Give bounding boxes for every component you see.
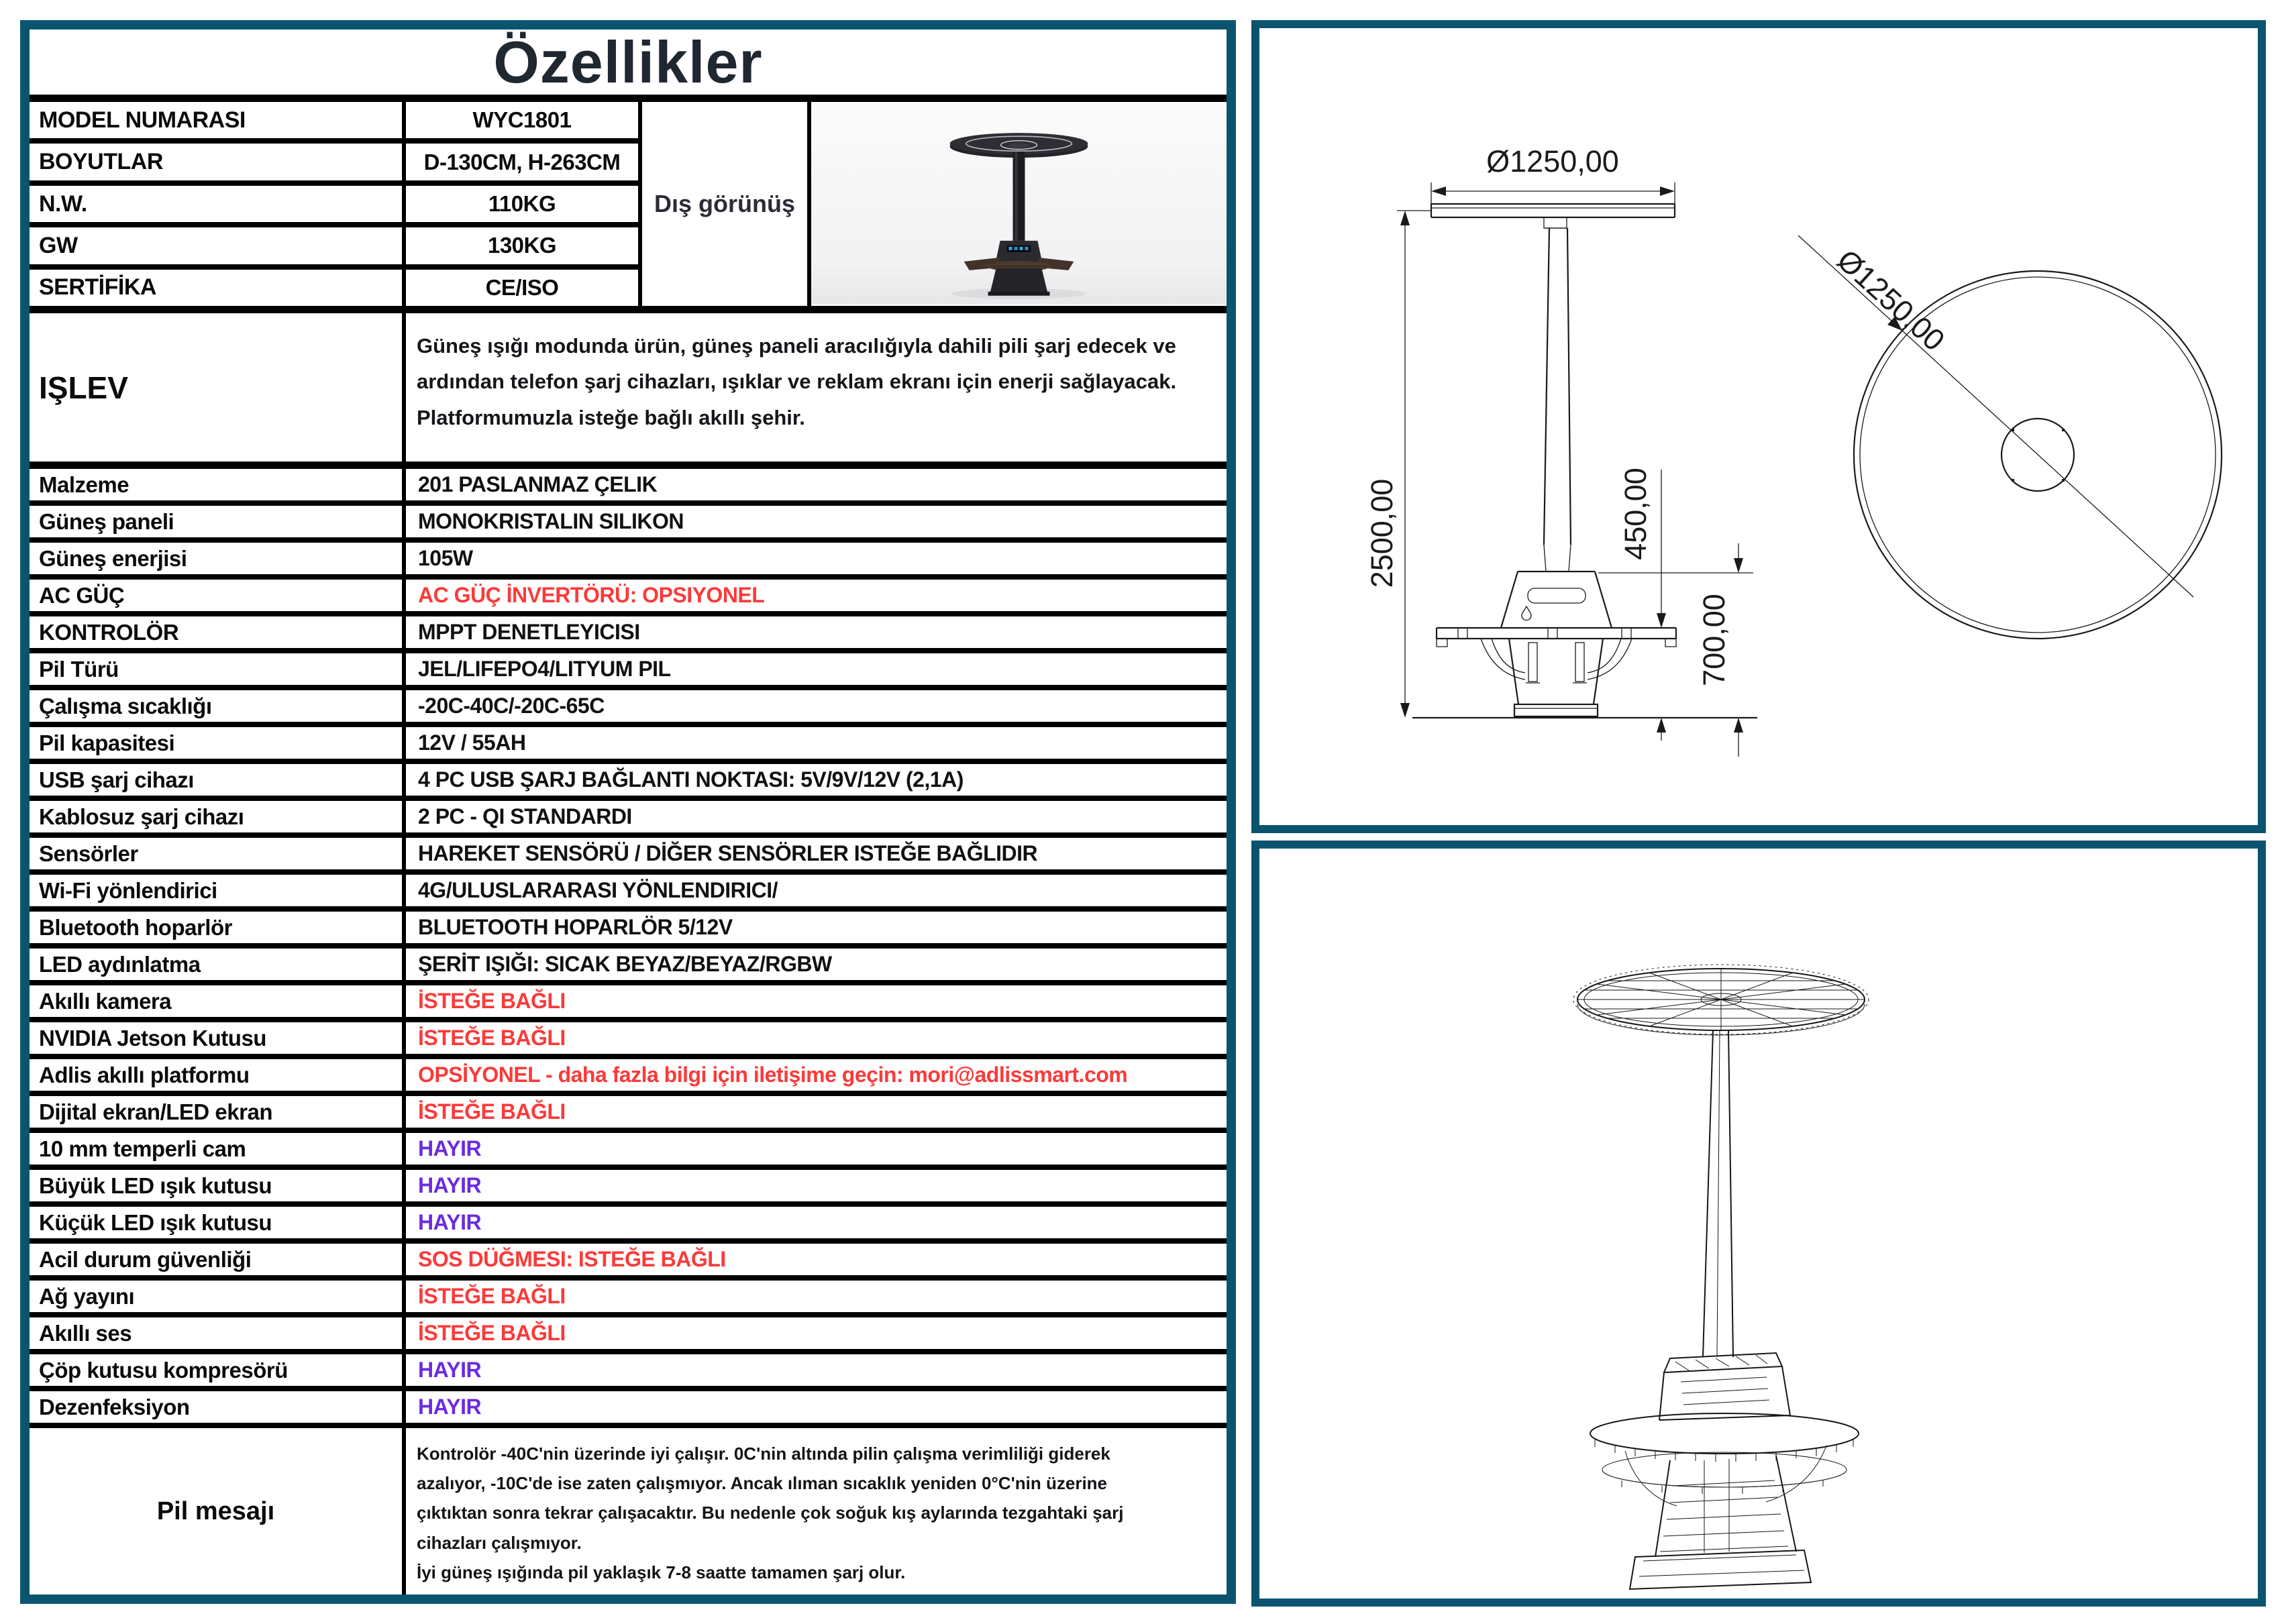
spec-value: İSTEĞE BAĞLI — [418, 989, 566, 1013]
spec-label: Dezenfeksiyon — [30, 1391, 406, 1423]
table-row — [30, 227, 638, 269]
spec-value: 4G/ULUSLARARASI YÖNLENDIRICI/ — [418, 878, 778, 902]
spec-value: HAYIR — [418, 1210, 482, 1234]
row-value: D-130CM, H-263CM — [423, 149, 621, 174]
dim-plate-diameter: Ø1250,00 — [1486, 144, 1619, 178]
spec-value: SOS DÜĞMESI: ISTEĞE BAĞLI — [418, 1247, 726, 1271]
spec-row — [30, 764, 1227, 801]
header-block — [30, 102, 1227, 313]
spec-label: Güneş enerjisi — [30, 543, 406, 574]
spec-value: 4 PC USB ŞARJ BAĞLANTI NOKTASI: 5V/9V/12V (2,1A) — [418, 767, 964, 792]
battery-message-row — [30, 1428, 1227, 1594]
spec-row — [30, 469, 1227, 506]
spec-value: AC GÜÇ İNVERTÖRÜ: OPSIYONEL — [418, 583, 765, 607]
row-value: WYC1801 — [472, 107, 572, 133]
header-rows — [30, 102, 638, 306]
function-row — [30, 313, 1227, 469]
function-text: Güneş ışığı modunda ürün, güneş paneli aracılığıyla dahili pili şarj edecek ve ardından telefon şarj cihazları, ışıklar ve reklam ekranı için enerji sağlayacak. Platformumuzla isteğe bağlı akıllı şehir. — [417, 334, 1177, 429]
table-row — [30, 102, 638, 144]
spec-label: Acil durum güvenliği — [30, 1244, 406, 1275]
spec-value: İSTEĞE BAĞLI — [418, 1026, 566, 1050]
spec-row — [30, 616, 1227, 653]
spec-label: Dijital ekran/LED ekran — [30, 1096, 406, 1128]
dim-top-view-diameter: Ø1250,00 — [1830, 242, 1952, 358]
spec-row — [30, 985, 1227, 1022]
spec-row — [30, 1391, 1227, 1428]
spec-row — [30, 1317, 1227, 1354]
table-row — [30, 144, 638, 185]
spec-value: HAYIR — [418, 1136, 482, 1160]
table-row — [30, 186, 638, 227]
dim-total-height: 2500,00 — [1365, 478, 1399, 588]
spec-value: 105W — [418, 546, 473, 570]
spec-label: Sensörler — [30, 838, 406, 869]
spec-label: Kablosuz şarj cihazı — [30, 801, 406, 832]
base-skirt — [990, 268, 1048, 293]
row-value: 130KG — [487, 233, 557, 258]
spec-row — [30, 1244, 1227, 1281]
spec-label: KONTROLÖR — [30, 616, 406, 648]
spec-value: 2 PC - QI STANDARDI — [418, 804, 632, 828]
battery-message-text — [406, 1428, 1227, 1594]
spec-value: ŞERİT IŞIĞI: SICAK BEYAZ/BEYAZ/RGBW — [418, 952, 832, 976]
row-value: CE/ISO — [485, 274, 559, 300]
dim-table-height: 450,00 — [1618, 468, 1653, 560]
spec-label: USB şarj cihazı — [30, 764, 406, 796]
spec-value: HAYIR — [418, 1173, 482, 1197]
spec-row — [30, 1170, 1227, 1207]
row-label: BOYUTLAR — [30, 144, 406, 180]
spec-value: 12V / 55AH — [418, 730, 526, 755]
spec-value: -20C-40C/-20C-65C — [418, 694, 605, 718]
spec-label: 10 mm temperli cam — [30, 1133, 406, 1165]
page-title: Özellikler — [30, 30, 1227, 102]
product-photo-image — [811, 102, 1227, 306]
spec-label: Güneş paneli — [30, 506, 406, 537]
spec-label: Ağ yayını — [30, 1281, 406, 1312]
spec-label: NVIDIA Jetson Kutusu — [30, 1022, 406, 1054]
row-label: MODEL NUMARASI — [30, 102, 406, 138]
spec-label: Büyük LED ışık kutusu — [30, 1170, 406, 1201]
spec-label: Akıllı kamera — [30, 985, 406, 1017]
spec-row — [30, 801, 1227, 838]
row-value: 110KG — [488, 191, 556, 217]
spec-value: İSTEĞE BAĞLI — [418, 1099, 566, 1124]
spec-row — [30, 1059, 1227, 1096]
wireframe-drawing — [1259, 849, 2258, 1599]
spec-row — [30, 1281, 1227, 1317]
spec-label: Pil Türü — [30, 653, 406, 685]
spec-row — [30, 912, 1227, 949]
spec-row — [30, 838, 1227, 875]
spec-rows — [30, 469, 1227, 1428]
spec-row — [30, 580, 1227, 616]
spec-label: Adlis akıllı platformu — [30, 1059, 406, 1091]
row-label: SERTİFİKA — [30, 270, 406, 306]
dim-base-height: 700,00 — [1697, 594, 1731, 686]
spec-label: Pil kapasitesi — [30, 727, 406, 759]
spec-row — [30, 727, 1227, 764]
spec-value: JEL/LIFEPO4/LITYUM PIL — [418, 657, 671, 681]
spec-value: İSTEĞE BAĞLI — [418, 1284, 566, 1308]
spec-label: Çöp kutusu kompresörü — [30, 1354, 406, 1386]
wireframe-drawing-panel — [1251, 841, 2266, 1607]
dimension-drawing-panel — [1251, 20, 2266, 833]
spec-label: LED aydınlatma — [30, 949, 406, 980]
battery-paragraph: İyi güneş ışığında pil yaklaşık 7-8 saatte tamamen şarj olur. — [417, 1562, 906, 1582]
spec-row — [30, 1096, 1227, 1133]
spec-row — [30, 653, 1227, 690]
spec-label: Wi-Fi yönlendirici — [30, 875, 406, 906]
product-photo — [807, 102, 1227, 306]
spec-row — [30, 949, 1227, 985]
battery-paragraph: Kontrolör -40C'nin üzerinde iyi çalışır. 0C'nin altında pilin çalışma verimliliği giderek azalıyor, -10C'de ise zaten çalışmıyor. Ancak ılıman sıcaklık yeniden 0°C'nin üzerine çıktıktan sonra tekrar çalışacaktır. Bu nedenle çok soğuk kış aylarında tezgahtaki şarj cihazları çalışmıyor. — [417, 1444, 1124, 1553]
spec-value: BLUETOOTH HOPARLÖR 5/12V — [418, 915, 733, 939]
spec-label: Küçük LED ışık kutusu — [30, 1207, 406, 1238]
spec-value: 201 PASLANMAZ ÇELIK — [418, 472, 658, 496]
spec-label: Bluetooth hoparlör — [30, 912, 406, 943]
spec-row — [30, 543, 1227, 580]
spec-value: HAYIR — [418, 1395, 482, 1419]
spec-value: HAREKET SENSÖRÜ / DİĞER SENSÖRLER ISTEĞE BAĞLIDIR — [418, 841, 1038, 865]
spec-row — [30, 1207, 1227, 1244]
spec-row — [30, 1354, 1227, 1391]
side-view — [1365, 144, 1757, 757]
spec-value: İSTEĞE BAĞLI — [418, 1321, 566, 1345]
spec-value: OPSİYONEL - daha fazla bilgi için iletişime geçin: mori@adlissmart.com — [418, 1063, 1128, 1087]
spec-table — [20, 20, 1236, 1604]
spec-label: Malzeme — [30, 469, 406, 500]
spec-row — [30, 875, 1227, 912]
appearance-label: Dış görünüş — [638, 102, 807, 306]
pole — [1013, 152, 1025, 241]
spec-label: AC GÜÇ — [30, 580, 406, 611]
top-view — [1798, 235, 2222, 639]
spec-label: Akıllı ses — [30, 1317, 406, 1349]
spec-value: MONOKRISTALIN SILIKON — [418, 509, 684, 533]
row-label: N.W. — [30, 186, 406, 222]
spec-row — [30, 1133, 1227, 1170]
wireframe-product — [1573, 965, 1869, 1589]
spec-row — [30, 506, 1227, 543]
dimension-drawing — [1259, 28, 2258, 825]
table-row — [30, 270, 638, 306]
spec-label: Çalışma sıcaklığı — [30, 690, 406, 722]
spec-row — [30, 1022, 1227, 1059]
spec-row — [30, 690, 1227, 727]
battery-message-label: Pil mesajı — [30, 1428, 406, 1594]
spec-value: MPPT DENETLEYICISI — [418, 620, 640, 644]
spec-value: HAYIR — [418, 1358, 482, 1382]
function-label: IŞLEV — [30, 313, 406, 462]
row-label: GW — [30, 227, 406, 264]
